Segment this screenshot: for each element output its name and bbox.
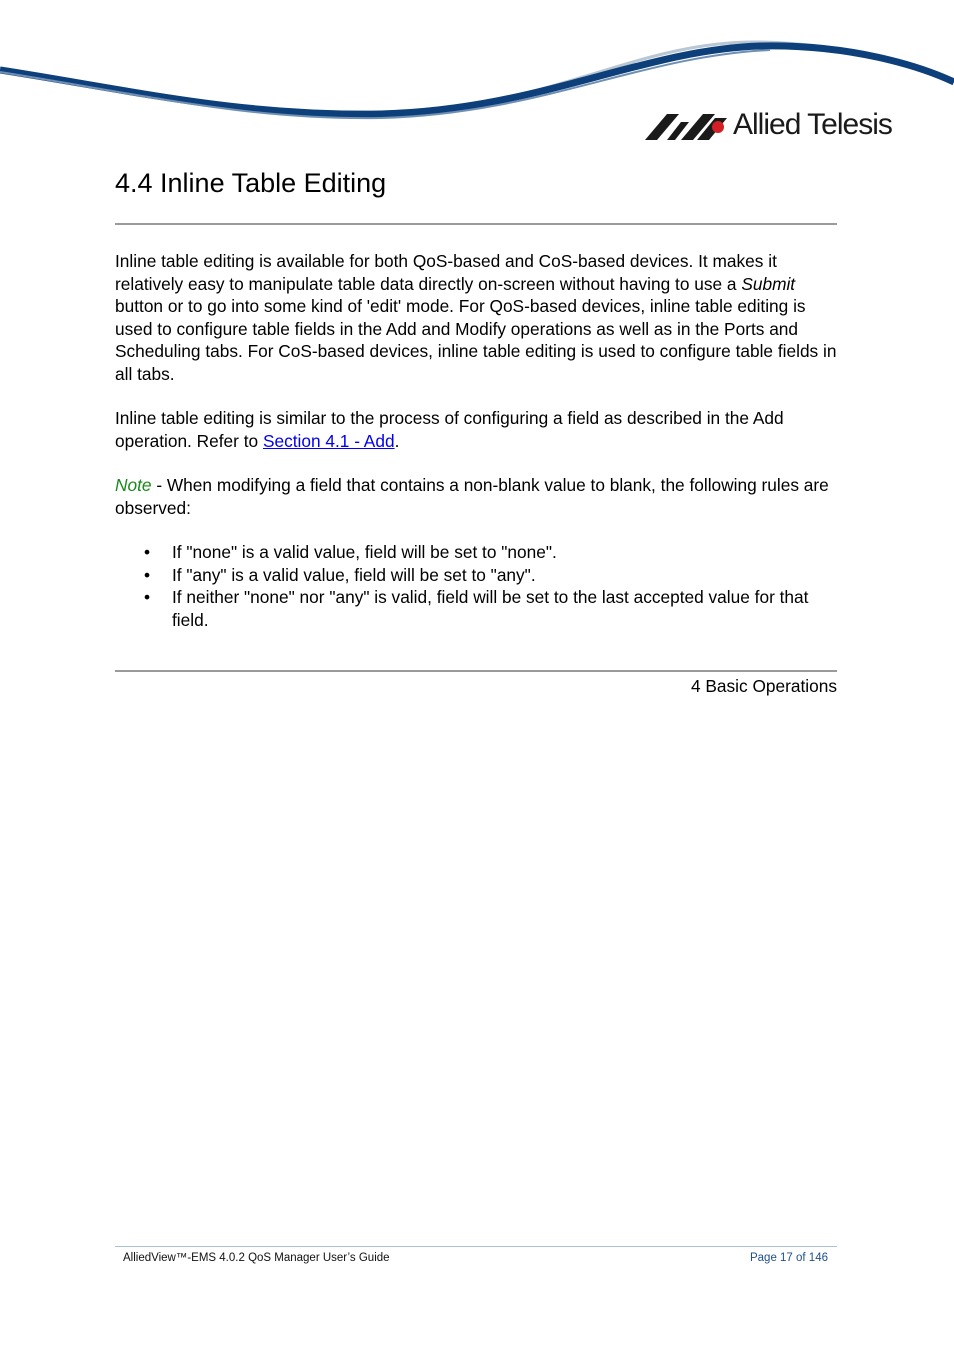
note-paragraph: [115, 474, 837, 519]
list-item: [115, 586, 837, 631]
chapter-label: 4 Basic Operations: [690, 676, 837, 696]
allied-telesis-logo-mark-icon: [645, 114, 727, 140]
section-title: 4.4 Inline Table Editing: [115, 168, 387, 198]
bullet-icon: •: [144, 587, 151, 607]
guide-title: AlliedView™-EMS 4.0.2 QoS Manager User’s Guide: [123, 1252, 390, 1264]
bullet-icon: •: [144, 564, 151, 585]
rules-list: [115, 541, 837, 631]
list-item-text: If "none" is a valid value, field will be set to "none".: [172, 542, 557, 562]
paragraph-reference: [115, 407, 837, 452]
submit-emphasis: Submit: [741, 273, 796, 294]
title-divider: [115, 223, 837, 225]
paragraph-intro-text-a: Inline table editing is available for both QoS-based and CoS-based devices. It makes it relatively easy to manipulate table data directly on-screen without having to use a: [115, 251, 777, 294]
list-item-text: If neither "none" nor "any" is valid, field will be set to the last accepted value for that field.: [172, 587, 809, 630]
paragraph-intro-text-b: button or to go into some kind of 'edit' mode. For QoS-based devices, inline table editing is used to configure table fields in the Add and Modify operations as well as in the Ports and Scheduling tabs. For CoS-based devices, inline table editing is used to configure table fields in all tabs.: [115, 296, 837, 384]
note-text: - When modifying a field that contains a non-blank value to blank, the following rules are observed:: [115, 475, 829, 518]
bullet-icon: •: [144, 542, 151, 562]
section-4-1-link[interactable]: Section 4.1 - Add: [262, 430, 395, 451]
note-label: Note: [115, 475, 152, 495]
page-number: Page 17 of 146: [749, 1252, 828, 1264]
brand-name: Allied Telesis: [733, 108, 892, 141]
paragraph-reference-text-b: .: [394, 430, 400, 451]
footer-divider: [115, 1246, 837, 1247]
section-end-divider: [115, 670, 837, 672]
list-item: [115, 541, 837, 564]
paragraph-intro: [115, 250, 837, 385]
list-item: [115, 564, 837, 587]
list-item-text: If "any" is a valid value, field will be set to "any".: [172, 564, 536, 585]
paragraph-reference-text-a: Inline table editing is similar to the process of configuring a field as described in the Add operation. Refer to: [115, 408, 784, 451]
allied-telesis-logo: [645, 108, 905, 148]
